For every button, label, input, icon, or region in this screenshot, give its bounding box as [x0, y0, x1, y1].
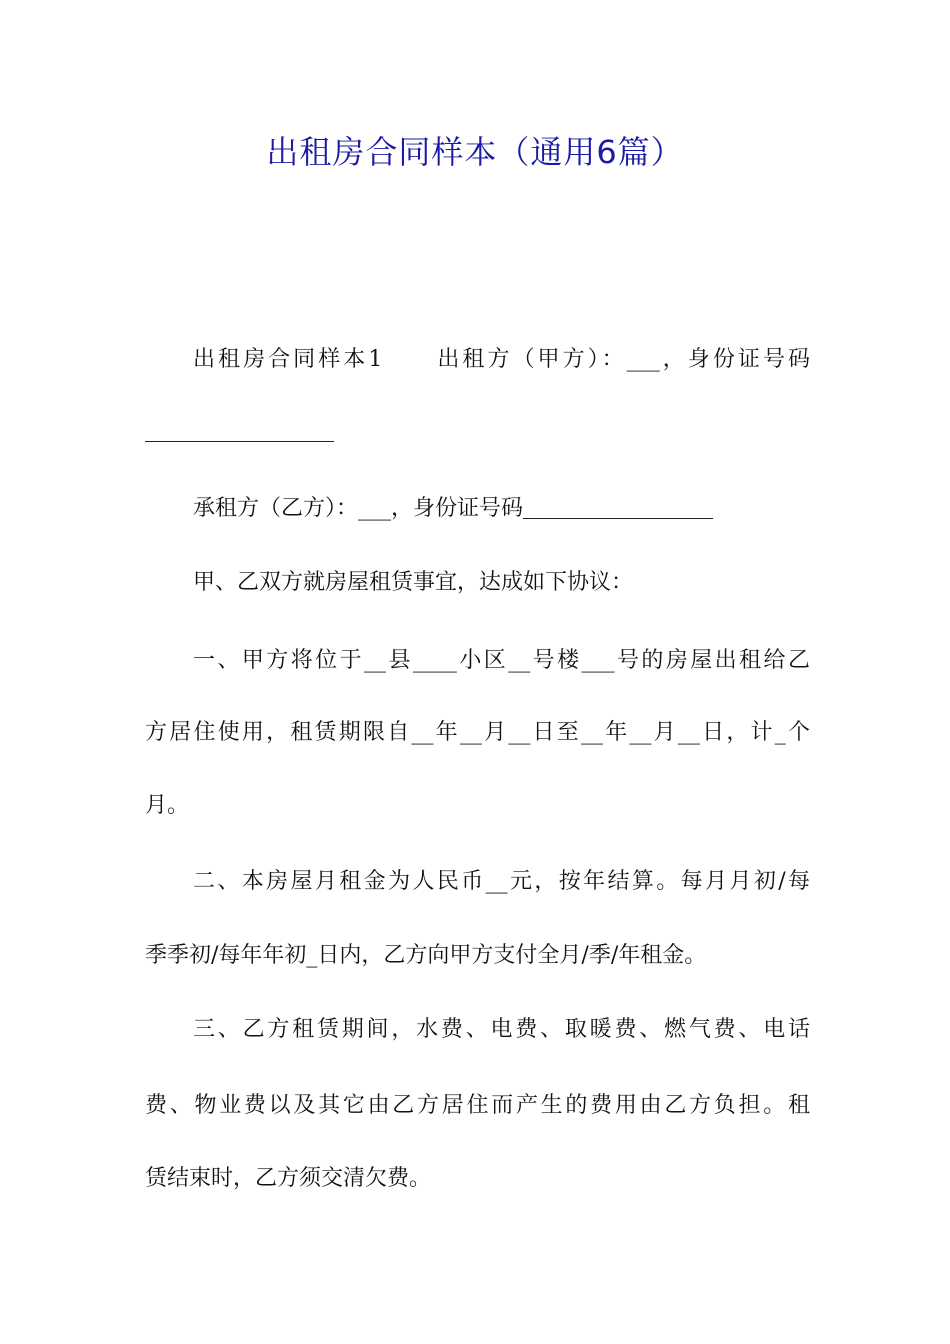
id-number-blank-line [145, 441, 334, 442]
lessor-field-label: 出租方（甲方）：___，身份证号码 [434, 347, 810, 372]
paragraph-line [193, 493, 810, 525]
id-number-blank-line [523, 517, 713, 519]
paragraph-line: 一、甲方将位于__县____小区__号楼___号的房屋出租给乙 [193, 648, 810, 673]
paragraph-line: 月。 [145, 793, 190, 818]
paragraph-line: 费、物业费以及其它由乙方居住而产生的费用由乙方负担。租 [145, 1093, 810, 1118]
paragraph-line: 方居住使用，租赁期限自__年__月__日至__年__月__日，计_个 [145, 720, 810, 745]
lessee-field-label: 承租方（乙方）：___，身份证号码 [193, 496, 524, 521]
paragraph-line: 甲、乙双方就房屋租赁事宜，达成如下协议： [193, 570, 634, 595]
paragraph-line: 季季初/每年年初_日内，乙方向甲方支付全月/季/年租金。 [145, 943, 707, 968]
paragraph-line: 三、乙方租赁期间，水费、电费、取暖费、燃气费、电话 [193, 1017, 810, 1042]
document-title: 出租房合同样本（通用6篇） [266, 133, 684, 171]
sample-heading: 出租房合同样本1 [193, 347, 383, 372]
paragraph-line: 二、本房屋月租金为人民币__元，按年结算。每月月初/每 [193, 869, 810, 894]
paragraph-line [193, 344, 810, 376]
paragraph-line: 赁结束时，乙方须交清欠费。 [145, 1166, 432, 1191]
